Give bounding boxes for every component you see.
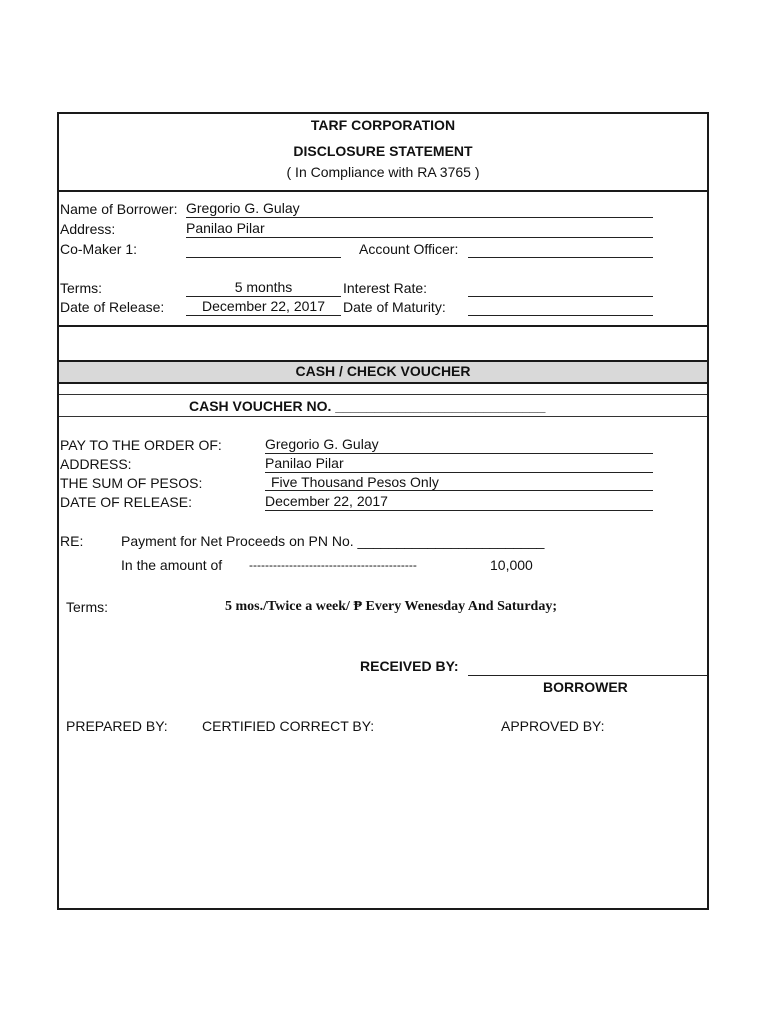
voucher-band-title: CASH / CHECK VOUCHER — [295, 363, 471, 379]
voucher-no-bottom-rule — [59, 416, 707, 417]
address-field: Panilao Pilar — [186, 220, 653, 238]
voucher-terms-value: 5 mos./Twice a week/ ₱ Every Wenesday And Saturday; — [225, 599, 557, 614]
pay-to-label: PAY TO THE ORDER OF: — [60, 437, 222, 453]
sum-label: THE SUM OF PESOS: — [60, 475, 203, 491]
voucher-address-label: ADDRESS: — [60, 456, 132, 472]
comaker-label: Co-Maker 1: — [60, 241, 138, 257]
voucher-band — [59, 360, 707, 384]
interest-rate-label: Interest Rate: — [343, 280, 428, 296]
pay-to-field: Gregorio G. Gulay — [265, 436, 653, 454]
release-date-field: December 22, 2017 — [186, 298, 341, 316]
re-label: RE: — [60, 533, 84, 549]
voucher-release-label: DATE OF RELEASE: — [60, 494, 192, 510]
interest-rate-field — [468, 279, 653, 297]
address-label: Address: — [60, 221, 116, 237]
amount-value: 10,000 — [490, 557, 533, 573]
received-by-line — [468, 675, 707, 676]
prepared-by-label: PREPARED BY: — [66, 718, 168, 734]
borrower-name-field: Gregorio G. Gulay — [186, 200, 653, 218]
document-subtitle: ( In Compliance with RA 3765 ) — [286, 164, 480, 180]
voucher-terms-label: Terms: — [66, 599, 108, 615]
document-frame — [57, 112, 709, 910]
certified-by-label: CERTIFIED CORRECT BY: — [202, 718, 375, 734]
release-date-label: Date of Release: — [60, 299, 165, 315]
account-officer-label: Account Officer: — [359, 241, 459, 257]
borrower-name-label: Name of Borrower: — [60, 201, 178, 217]
terms-label: Terms: — [60, 280, 102, 296]
amount-dashes: ------------------------------------------ — [249, 558, 417, 572]
voucher-address-field: Panilao Pilar — [265, 455, 653, 473]
voucher-no-top-rule — [59, 394, 707, 395]
received-by-label: RECEIVED BY: — [360, 658, 459, 674]
re-text: Payment for Net Proceeds on PN No. ________________________ — [121, 533, 545, 549]
info-divider — [59, 325, 707, 327]
header-divider — [59, 190, 707, 192]
borrower-label: BORROWER — [543, 679, 628, 695]
amount-label: In the amount of — [121, 557, 223, 573]
maturity-date-field — [468, 298, 653, 316]
account-officer-field — [468, 240, 653, 258]
maturity-date-label: Date of Maturity: — [343, 299, 446, 315]
sum-field: Five Thousand Pesos Only — [265, 474, 653, 491]
company-name: TARF CORPORATION — [310, 117, 456, 133]
voucher-release-field: December 22, 2017 — [265, 493, 653, 511]
comaker-field — [186, 240, 341, 258]
voucher-number: CASH VOUCHER NO. ___________________________ — [189, 398, 546, 414]
approved-by-label: APPROVED BY: — [501, 718, 605, 734]
document-title: DISCLOSURE STATEMENT — [293, 143, 473, 159]
terms-field: 5 months — [186, 279, 341, 297]
